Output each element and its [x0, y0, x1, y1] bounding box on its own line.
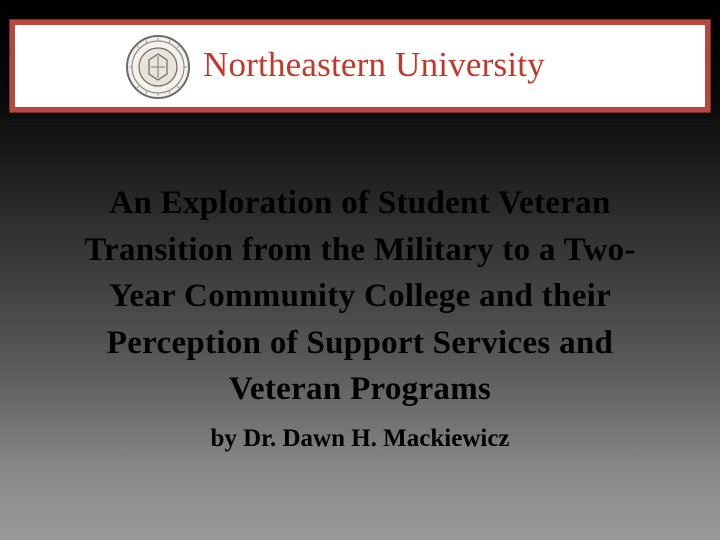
university-seal-icon	[125, 34, 191, 100]
title-line: Perception of Support Services and	[106, 324, 614, 361]
university-name: Northeastern University	[203, 45, 545, 84]
title-line: Year Community College and their	[108, 278, 612, 314]
title-line: Transition from the Military to a Two-	[84, 231, 636, 268]
title-line: An Exploration of Student Veteran	[109, 185, 611, 221]
title-line: Veteran Programs	[228, 371, 492, 407]
university-banner	[10, 20, 710, 112]
slide-title	[20, 180, 700, 413]
author-byline: by Dr. Dawn H. Mackiewicz	[210, 425, 510, 452]
